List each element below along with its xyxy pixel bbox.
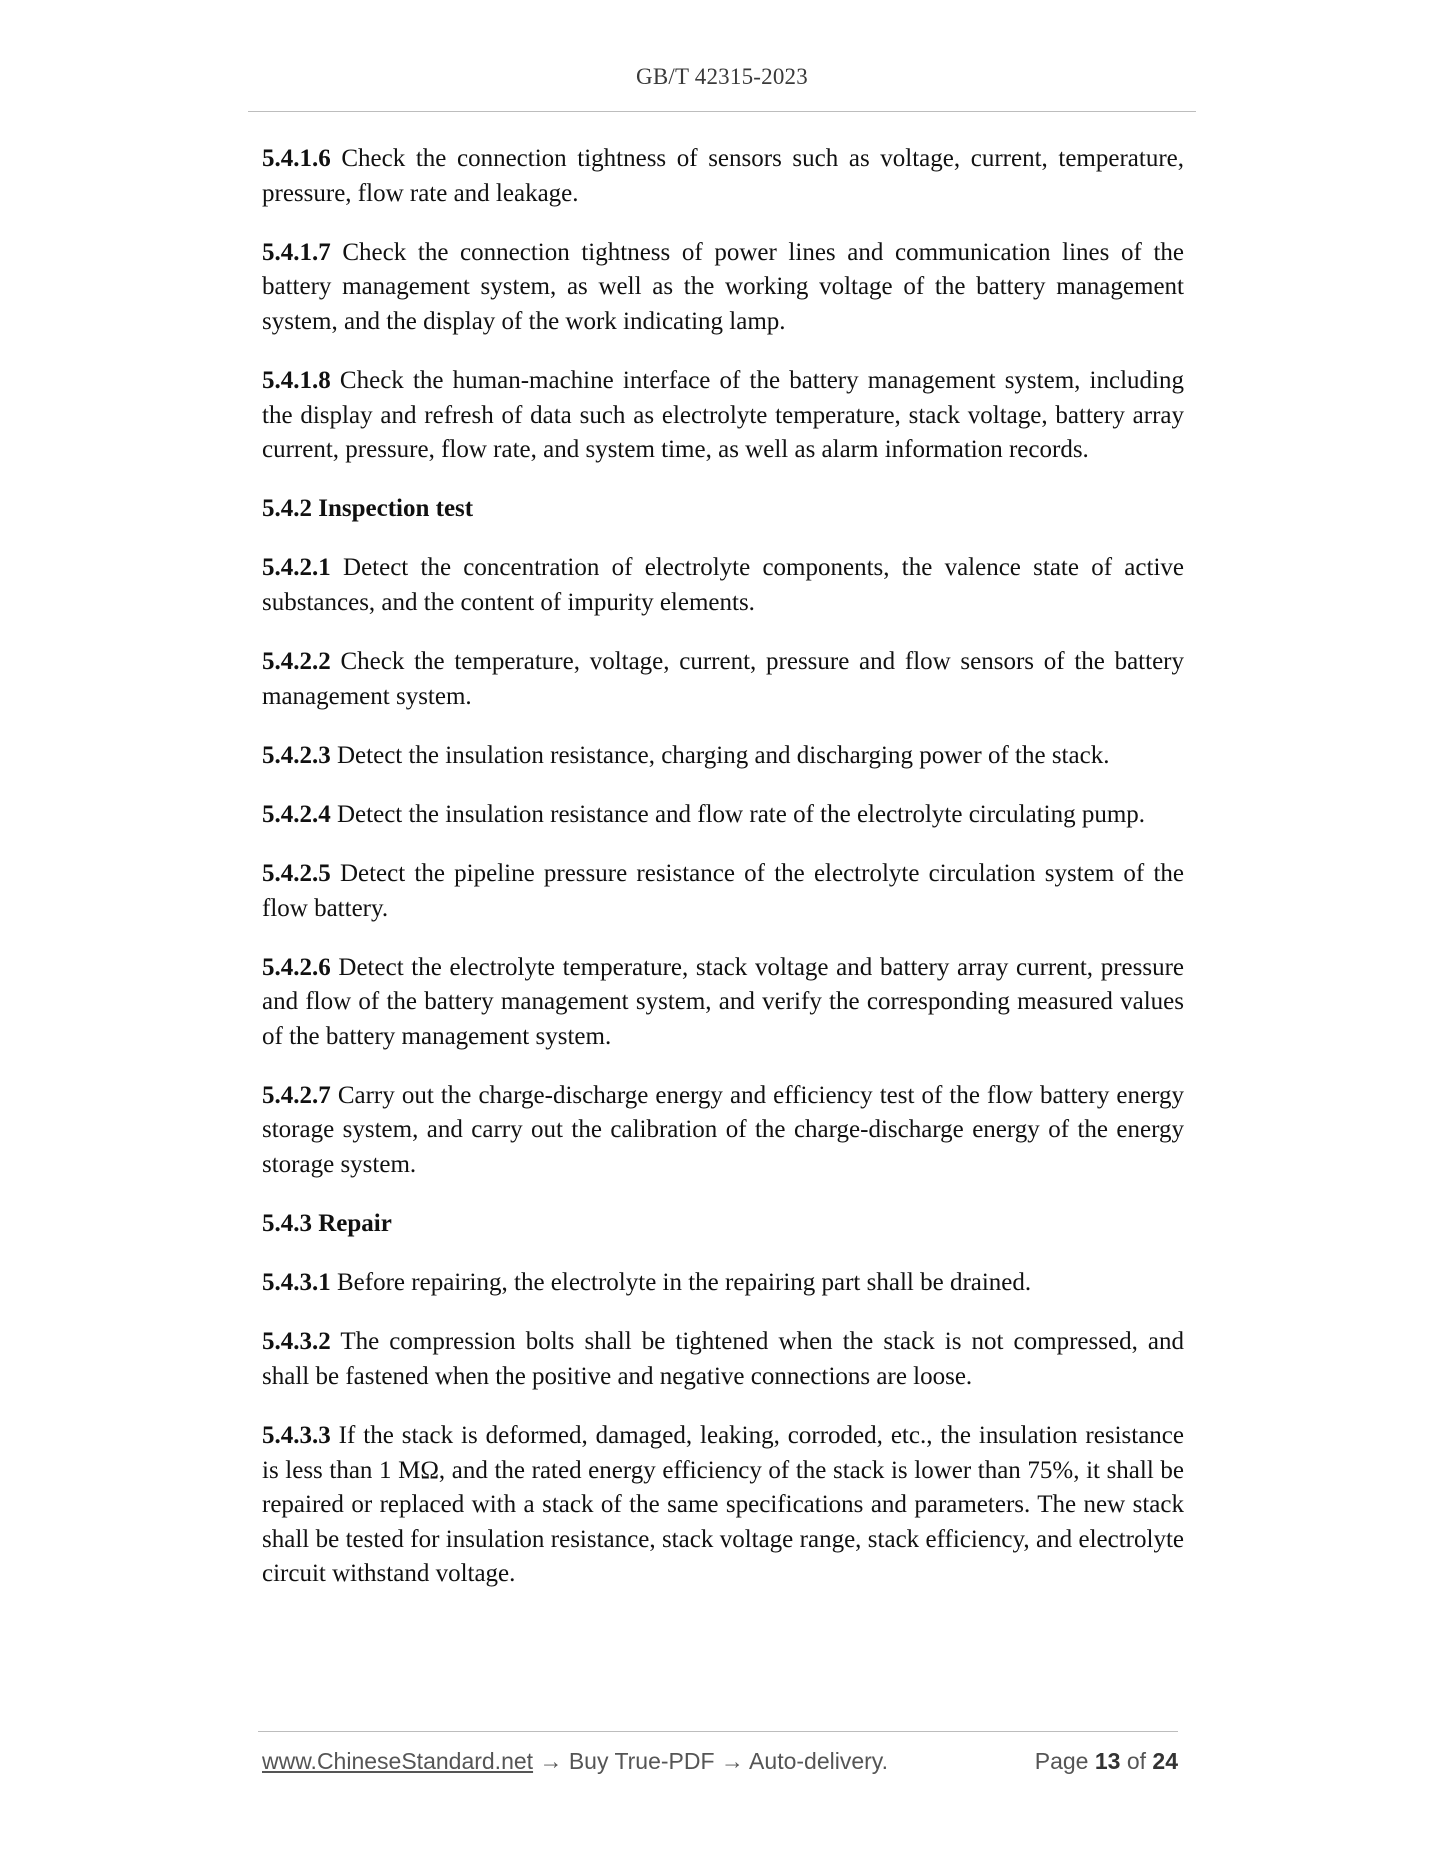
clause-5-4-2-6 [262, 951, 1184, 1055]
clause-number: 5.4.3.3 [262, 1422, 331, 1450]
footer-divider [258, 1731, 1178, 1732]
clause-text: Detect the pipeline pressure resistance of the electrolyte circulation system of the flow battery. [262, 859, 1184, 922]
document-body [262, 142, 1184, 1617]
clause-5-4-2-3 [262, 739, 1184, 774]
website-link[interactable]: www.ChineseStandard.net [262, 1748, 534, 1774]
current-page-number: 13 [1094, 1748, 1121, 1774]
clause-number: 5.4.2.4 [262, 800, 331, 828]
clause-5-4-2-1 [262, 551, 1184, 620]
footer-promo [262, 1748, 888, 1775]
clause-number: 5.4.3.2 [262, 1328, 331, 1356]
clause-5-4-2-4 [262, 798, 1184, 833]
clause-5-4-3-1 [262, 1266, 1184, 1301]
page-indicator [1035, 1748, 1178, 1775]
clause-number: 5.4.3.1 [262, 1269, 331, 1297]
total-page-count: 24 [1152, 1748, 1178, 1774]
clause-5-4-1-8 [262, 364, 1184, 468]
footer-tagline: → Buy True-PDF → Auto-delivery. [533, 1748, 888, 1774]
clause-text: If the stack is deformed, damaged, leaking, corroded, etc., the insulation resistance is less than 1 MΩ, and the rated energy efficiency of the stack is lower than 75%, it shall be repaired or replaced with a stack of the same specifications and parameters. The new stack shall be tested for insulation resistance, stack voltage range, stack efficiency, and electrolyte circuit withstand voltage. [262, 1422, 1184, 1588]
clause-text: Detect the insulation resistance, charging and discharging power of the stack. [330, 741, 1110, 769]
clause-text: Detect the electrolyte temperature, stack voltage and battery array current, pressure and flow of the battery management system, and verify the corresponding measured values of the battery management system. [262, 953, 1184, 1050]
clause-number: 5.4.2.7 [262, 1081, 331, 1109]
page-label: Page [1034, 1748, 1095, 1774]
section-heading-repair: 5.4.3 Repair [262, 1210, 392, 1238]
clause-5-4-2-5 [262, 857, 1184, 926]
clause-5-4-2-2 [262, 645, 1184, 714]
document-header: GB/T 42315-2023 [636, 64, 808, 89]
clause-5-4-3-2 [262, 1325, 1184, 1394]
clause-text: Before repairing, the electrolyte in the repairing part shall be drained. [330, 1269, 1032, 1297]
clause-text: Detect the concentration of electrolyte components, the valence state of active substances, and the content of impurity elements. [262, 554, 1184, 616]
clause-number: 5.4.1.8 [262, 366, 331, 394]
clause-text: Detect the insulation resistance and flow rate of the electrolyte circulating pump. [330, 800, 1146, 828]
clause-text: Check the temperature, voltage, current, pressure and flow sensors of the battery management system. [262, 648, 1184, 710]
clause-text: Check the human-machine interface of the battery management system, including the display and refresh of data such as electrolyte temperature, stack voltage, battery array current, pressure, flow rate, and system time, as well as alarm information records. [262, 366, 1184, 464]
clause-number: 5.4.2.1 [262, 554, 331, 582]
clause-number: 5.4.2.6 [262, 953, 331, 981]
clause-text: The compression bolts shall be tightened when the stack is not compressed, and shall be fastened when the positive and negative connections are loose. [262, 1328, 1184, 1390]
clause-text: Check the connection tightness of power lines and communication lines of the battery management system, as well as the working voltage of the battery management system, and the display of the work indicating lamp. [262, 238, 1184, 335]
clause-number: 5.4.2.2 [262, 648, 331, 676]
clause-5-4-1-6 [262, 142, 1184, 211]
clause-5-4-1-7 [262, 236, 1184, 340]
clause-5-4-3-3 [262, 1419, 1184, 1592]
clause-number: 5.4.2.5 [262, 859, 331, 887]
clause-5-4-2-7 [262, 1079, 1184, 1183]
clause-number: 5.4.1.7 [262, 238, 331, 266]
clause-number: 5.4.1.6 [262, 145, 331, 172]
page-of-label: of [1120, 1748, 1153, 1774]
clause-number: 5.4.2.3 [262, 741, 331, 769]
section-heading-inspection-test: 5.4.2 Inspection test [262, 495, 474, 523]
header-divider [248, 111, 1196, 112]
clause-text: Check the connection tightness of sensors such as voltage, current, temperature, pressure, flow rate and leakage. [262, 145, 1184, 207]
clause-text: Carry out the charge-discharge energy and efficiency test of the flow battery energy storage system, and carry out the calibration of the charge-discharge energy of the energy storage system. [262, 1081, 1184, 1179]
